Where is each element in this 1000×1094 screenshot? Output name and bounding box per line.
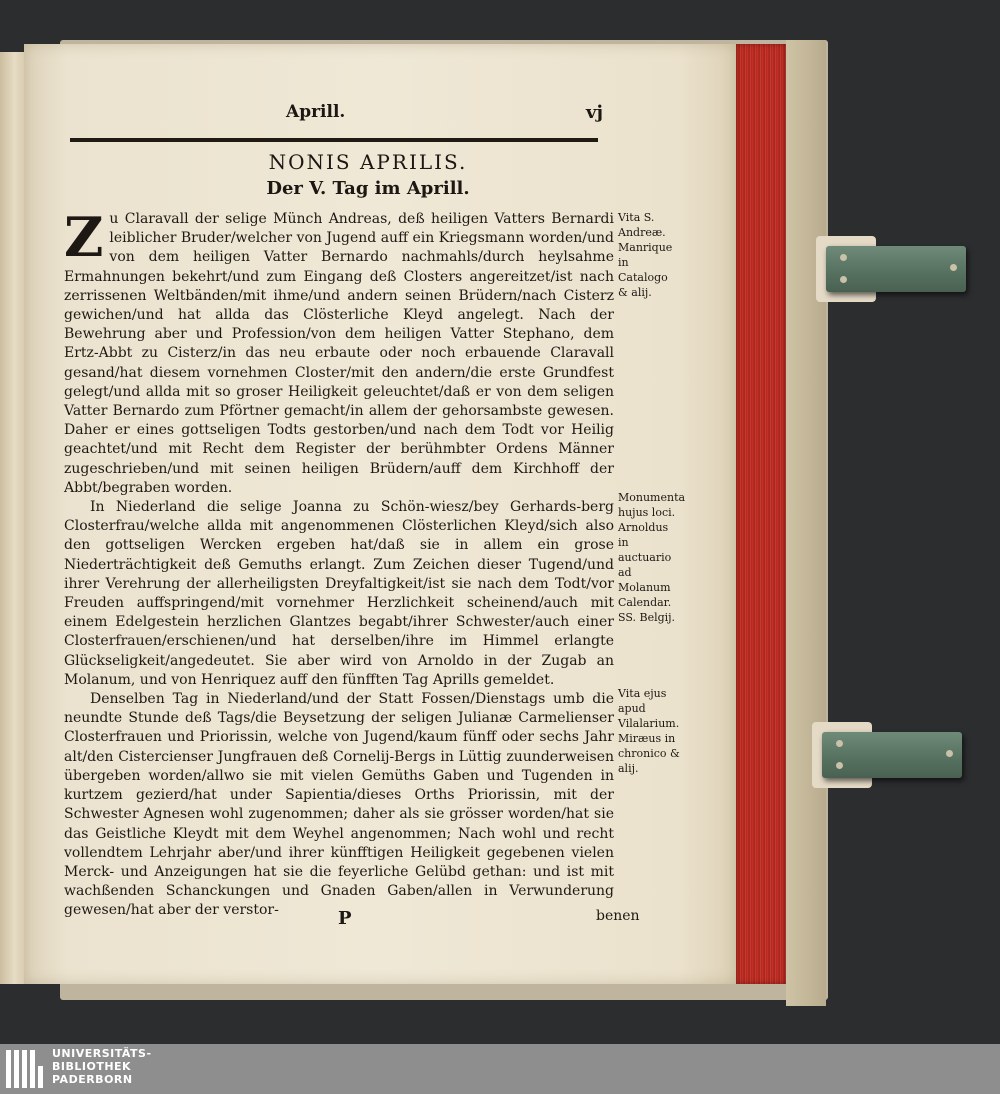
- margin-note-1: Vita S. Andreæ. Manrique in Catalogo & alij.: [618, 211, 673, 299]
- paragraph-2: In Niederland die selige Joanna zu Schön-wiesz/bey Gerhards-berg Closterfrau/welche allda mit angenommenen Clösterlichen Kleyd/sich also den gottseligen Wercken ergeben hat/daß sie in allem ein grose Niederträchtigkeit deß Gemuths erlangt. Zum Zeichen dieser Tugend/und ihrer Verehrung der allerheiligsten Dreyfaltigkeit/ist sie nach dem Todt/vor Freuden auffspringend/mit vornehmer Herzlichkeit scheinend/auch mit einem Edelgestein herzlichen Glantzes begabt/ihrer Schwester/auch einer Closterfrauen/erschienen/und hat derselben/ihre im Himmel erlangte Glückseligkeit/angedeutet. Sie aber wird von Arnoldo in der Zugab an Molanum, und von Henriquez auff den fünfften Tag Aprills gemeldet.: [64, 499, 614, 688]
- board-edge: [786, 40, 826, 1006]
- running-title: Aprill.: [286, 102, 346, 122]
- library-name-line-1: UNIVERSITÄTS-: [52, 1047, 152, 1060]
- library-footer: [0, 1044, 1000, 1094]
- catchword: benen: [596, 908, 640, 924]
- lower-clasp: [812, 722, 962, 788]
- paragraph-1-text: u Claravall der selige Münch Andreas, deß heiligen Vatters Bernardi leiblicher Bruder/welcher von Jugend auff ein Kriegsmann worden/und von dem heiligen Vatter Bernardo nachmahls/durch heylsahme Ermahnungen bekehrt/und zum Eingang deß Closters angereitzet/ist nach zerrissenen Weltbänden/mit ihme/und andern seinen Brüdern/nach Cisterz gewichen/und hat allda das Clösterliche Kleyd angelegt. Nach der Bewehrung aber und Profession/von dem heiligen Vatter Stephano, dem Ertz-Abbt zu Cisterz/in das neu erbaute oder noch erbauende Claravall gesand/hat diesem vornehmen Closter/mit den andern/die erste Grundfest gelegt/und allda mit so groser Heiligkeit geleuchtet/daß er von dem seligen Vatter Bernardo zum Pförtner gemacht/in allem der gehorsambste gewesen. Daher er eines gottseligen Todts gestorben/und nach dem Todt vor Heilig geachtet/und mit Recht dem Register der berühmbter Ordens Männer zugeschrieben/und mit seinen heiligen Brüdern/auff dem Kirchhoff der Abbt/begraben worden.: [64, 211, 614, 496]
- catchword-line: [24, 908, 736, 932]
- latin-heading: NONIS APRILIS.: [268, 150, 468, 174]
- paragraph-1: [64, 205, 614, 498]
- margin-note-2: Monumenta hujus loci. Arnoldus in auctuario ad Molanum Calendar. SS. Belgij.: [618, 491, 686, 624]
- drop-cap: Z: [64, 205, 104, 269]
- library-name: [52, 1047, 152, 1086]
- signature-mark: P: [338, 908, 352, 929]
- library-name-line-3: PADERBORN: [52, 1073, 133, 1086]
- folio-number: vj: [586, 102, 603, 123]
- margin-note-3: Vita ejus apud Vilalarium. Miræus in chronico & alij.: [618, 687, 680, 775]
- german-heading: Der V. Tag im Aprill.: [266, 178, 470, 199]
- upper-clasp: [816, 236, 966, 302]
- red-page-edges: [736, 44, 786, 984]
- library-logo-icon: [4, 1048, 46, 1088]
- body-text: [64, 205, 614, 921]
- facing-page-edge: [0, 52, 25, 984]
- library-name-line-2: BIBLIOTHEK: [52, 1060, 132, 1073]
- paragraph-3: Denselben Tag in Niederland/und der Statt Fossen/Dienstags umb die neundte Stunde deß Tags/die Beysetzung der seligen Julianæ Carmelienser Closterfrauen und Priorissin, welche von Jugend/kaum fünff oder sechs Jahr alt/den Cistercienser Jungfrauen deß Cornelij-Bergs in Lüttig zuunderweisen übergeben worden/allwo sie mit vielen Gemüths Gaben und Tugenden in kurtzem gezierd/hat under Sapientia/dieses Orths Priorissin, mit der Schwester Agnesen wohl zugenommen; daher als sie grösser worden/hat sie das Geistliche Kleydt mit dem Weyhel angenommen; Nach wohl und recht vollendtem Lehrjahr aber/und ihrer künfftigen Heiligkeit gegebenen vielen Merck- und Anzeigungen hat sie die feyerliche Gelübd gethan: und ist mit wachßenden Schanckungen und Gnaden Gaben/allen in Verwunderung gewesen/hat aber der verstor-: [64, 691, 614, 919]
